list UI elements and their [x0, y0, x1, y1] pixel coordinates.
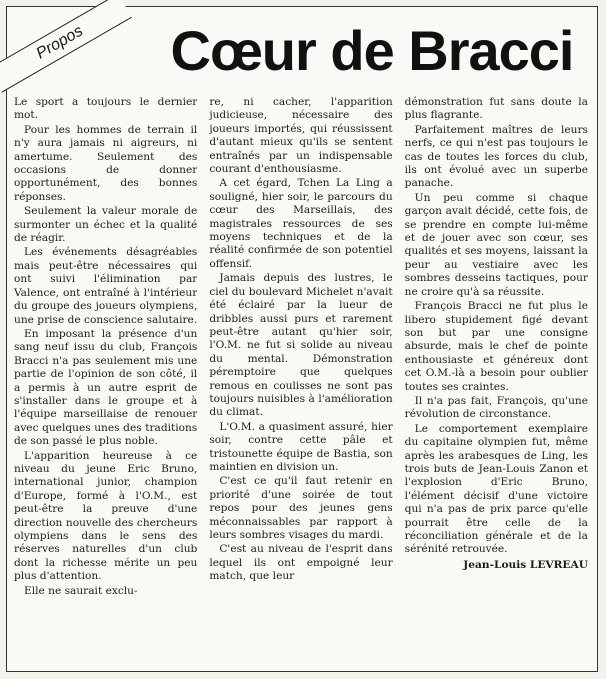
article-column-3	[405, 96, 588, 660]
section-label: Propos	[33, 22, 86, 63]
paragraph: Le sport a toujours le dernier mot.	[14, 96, 198, 122]
paragraph: démonstration fut sans doute la plus flagrante.	[404, 96, 588, 122]
paragraph: Le comportement exemplaire du capitaine olympien fut, même après les arabesques de Ling, les trois buts de Jean-Louis Zanon et l'explosion d'Eric Bruno, l'élément décisif d'une victoire qui n'a pas de prix parce qu'elle pourrait être celle de la réconciliation générale et de la sérénité retrouvée.	[404, 422, 588, 556]
paragraph: Seulement la valeur morale de surmonter un échec et la qualité de réagir.	[14, 205, 198, 245]
section-ribbon	[0, 0, 132, 93]
paragraph: L'O.M. a quasiment assuré, hier soir, contre cette pâle et tristounette équipe de Bastia, son maintien en division un.	[209, 420, 393, 473]
paragraph: Il n'a pas fait, François, qu'une révolution de circonstance.	[404, 394, 588, 421]
author-signature: Jean-Louis LEVREAU	[463, 558, 588, 571]
paragraph: A cet égard, Tchen La Ling a souligné, hier soir, le parcours du cœur des Marseillais, des magistrales ressources de ses moyens techniques et de la réalité confirmée de son potentiel offensif.	[209, 177, 393, 270]
paragraph: Les événements désagréables mais peut-être nécessaires qui ont suivi l'élimination par Valence, ont entraîné à l'intérieur du groupe des joueurs olympiens, une prise de conscience salutaire.	[14, 246, 198, 326]
paragraph: Jamais depuis des lustres, le ciel du boulevard Michelet n'avait été éclairé par la lueur de dribbles aussi purs et rarement peut-être autant qu'hier soir, l'O.M. ne fut si solide au niveau du mental. Démonstration péremptoire que quelques remous en coulisses ne sont pas toujours nuisibles à l'amélioration du climat.	[209, 272, 393, 419]
paragraph: C'est au niveau de l'esprit dans lequel ils ont empoigné leur match, que leur	[209, 543, 393, 583]
paragraph: re, ni cacher, l'apparition judicieuse, nécessaire des joueurs importés, qui réussissent d'autant mieux qu'ils se sentent entraînés par un indispensable courant d'enthousiasme.	[209, 96, 393, 176]
headline: Cœur de Bracci	[170, 19, 574, 82]
paragraph: Parfaitement maîtres de leurs nerfs, ce qui n'est pas toujours le cas de toutes les forces du club, ils ont évolué avec un superbe panache.	[404, 123, 588, 190]
paragraph: L'apparition heureuse à ce niveau du jeune Eric Bruno, international junior, champion d'Europe, formé à l'O.M., est peut-être la preuve d'une direction nouvelle des chercheurs olympiens dans le sens des réserves naturelles d'un club dont la richesse mérite un peu plus d'attention.	[14, 449, 198, 583]
article-body	[14, 96, 588, 660]
article-column-1	[14, 96, 197, 660]
paragraph: C'est ce qu'il faut retenir en priorité d'une soirée de tout repos pour des jeunes gens méconnaissables par rapport à leurs sombres visages du mardi.	[209, 475, 393, 541]
paragraph: Un peu comme si chaque garçon avait décidé, cette fois, de se prendre en compte lui-même et de jouer avec son cœur, ses qualités et ses moyens, laissant la peur au vestiaire avec les sombres desseins tactiques, pour ne croire qu'à sa réussite.	[404, 191, 588, 298]
paragraph: En imposant la présence d'un sang neuf issu du club, François Bracci n'a pas seulement mis une partie de l'opinion de son côté, il a permis à un autre esprit de s'installer dans le groupe et à l'équipe marseillaise de renouer avec quelques unes des traditions de son passé le plus noble.	[14, 327, 198, 448]
paragraph: François Bracci ne fut plus le libero stupidement figé devant son but par une consigne absurde, mais le chef de pointe enthousiaste et généreux dont cet O.M.-là a besoin pour oublier toutes ses craintes.	[404, 300, 588, 393]
article-column-2	[209, 96, 392, 660]
paragraph: Elle ne saurait exclu-	[24, 584, 138, 597]
paragraph: Pour les hommes de terrain il n'y aura jamais ni aigreurs, ni amertume. Seulement des occasions de donner opportunément, des bonnes réponses.	[14, 123, 198, 203]
